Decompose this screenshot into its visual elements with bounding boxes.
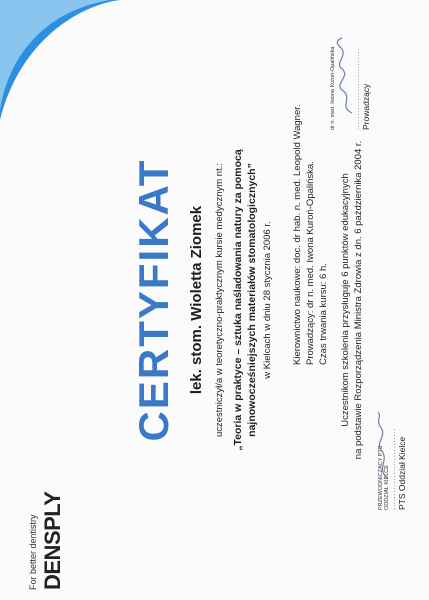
signature-line: ............................: [354, 47, 361, 130]
brand-logo: DENSPLY: [40, 491, 65, 590]
brand-tagline: For better dentistry: [28, 514, 38, 590]
signature-label: PTS Oddział Kielce: [397, 436, 407, 510]
course-duration: Czas trwania kursu: 6 h.: [318, 263, 329, 365]
stamp-subtitle: ODDZIAŁ KIELCE: [384, 465, 390, 510]
certificate-title: CERTYFIKAT: [130, 158, 177, 442]
course-intro: uczestniczył/a w teoretyczno-praktycznym kursie medycznym nt.:: [214, 163, 225, 438]
scientific-management: Kierownictwo naukowe: doc. dr hab. n. med. Leopold Wagner.: [292, 104, 303, 365]
points-info-line2: na podstawie Rozporządzenia Ministra Zdrowia z dn. 6 października 2004 r.: [353, 140, 364, 460]
course-title-line1: „Teoria w praktyce – sztuka naśladowania natury za pomocą: [232, 149, 244, 451]
signature-label: Prowadzący: [361, 83, 371, 130]
signature-line: ............................: [390, 427, 397, 510]
handwritten-signature-right: [332, 36, 358, 116]
points-info-line1: Uczestnikom szkolenia przysługuje 6 punktów edukacyjnych: [340, 173, 351, 427]
handwritten-signature-left: [372, 410, 394, 480]
recipient-name: lek. stom. Wioletta Ziomek: [188, 205, 205, 395]
signature-block-left: [378, 390, 407, 510]
course-title-line2: najnowocześniejszych materiałów stomatologicznych”: [246, 163, 258, 437]
course-leader: Prowadzący: dr n. med. Iwona Kuroń-Opalińska.: [305, 161, 316, 365]
decorative-corner-swoosh: [0, 0, 120, 120]
stamp-name: dr n. med. Iwona Kuroń-Opalińska: [330, 46, 336, 130]
signature-block-right: [330, 20, 371, 130]
stamp-title: PRZEWODNICZĄCY PTS: [378, 445, 384, 510]
course-place-date: w Kielcach w dniu 28 stycznia 2006 r.: [262, 221, 273, 379]
